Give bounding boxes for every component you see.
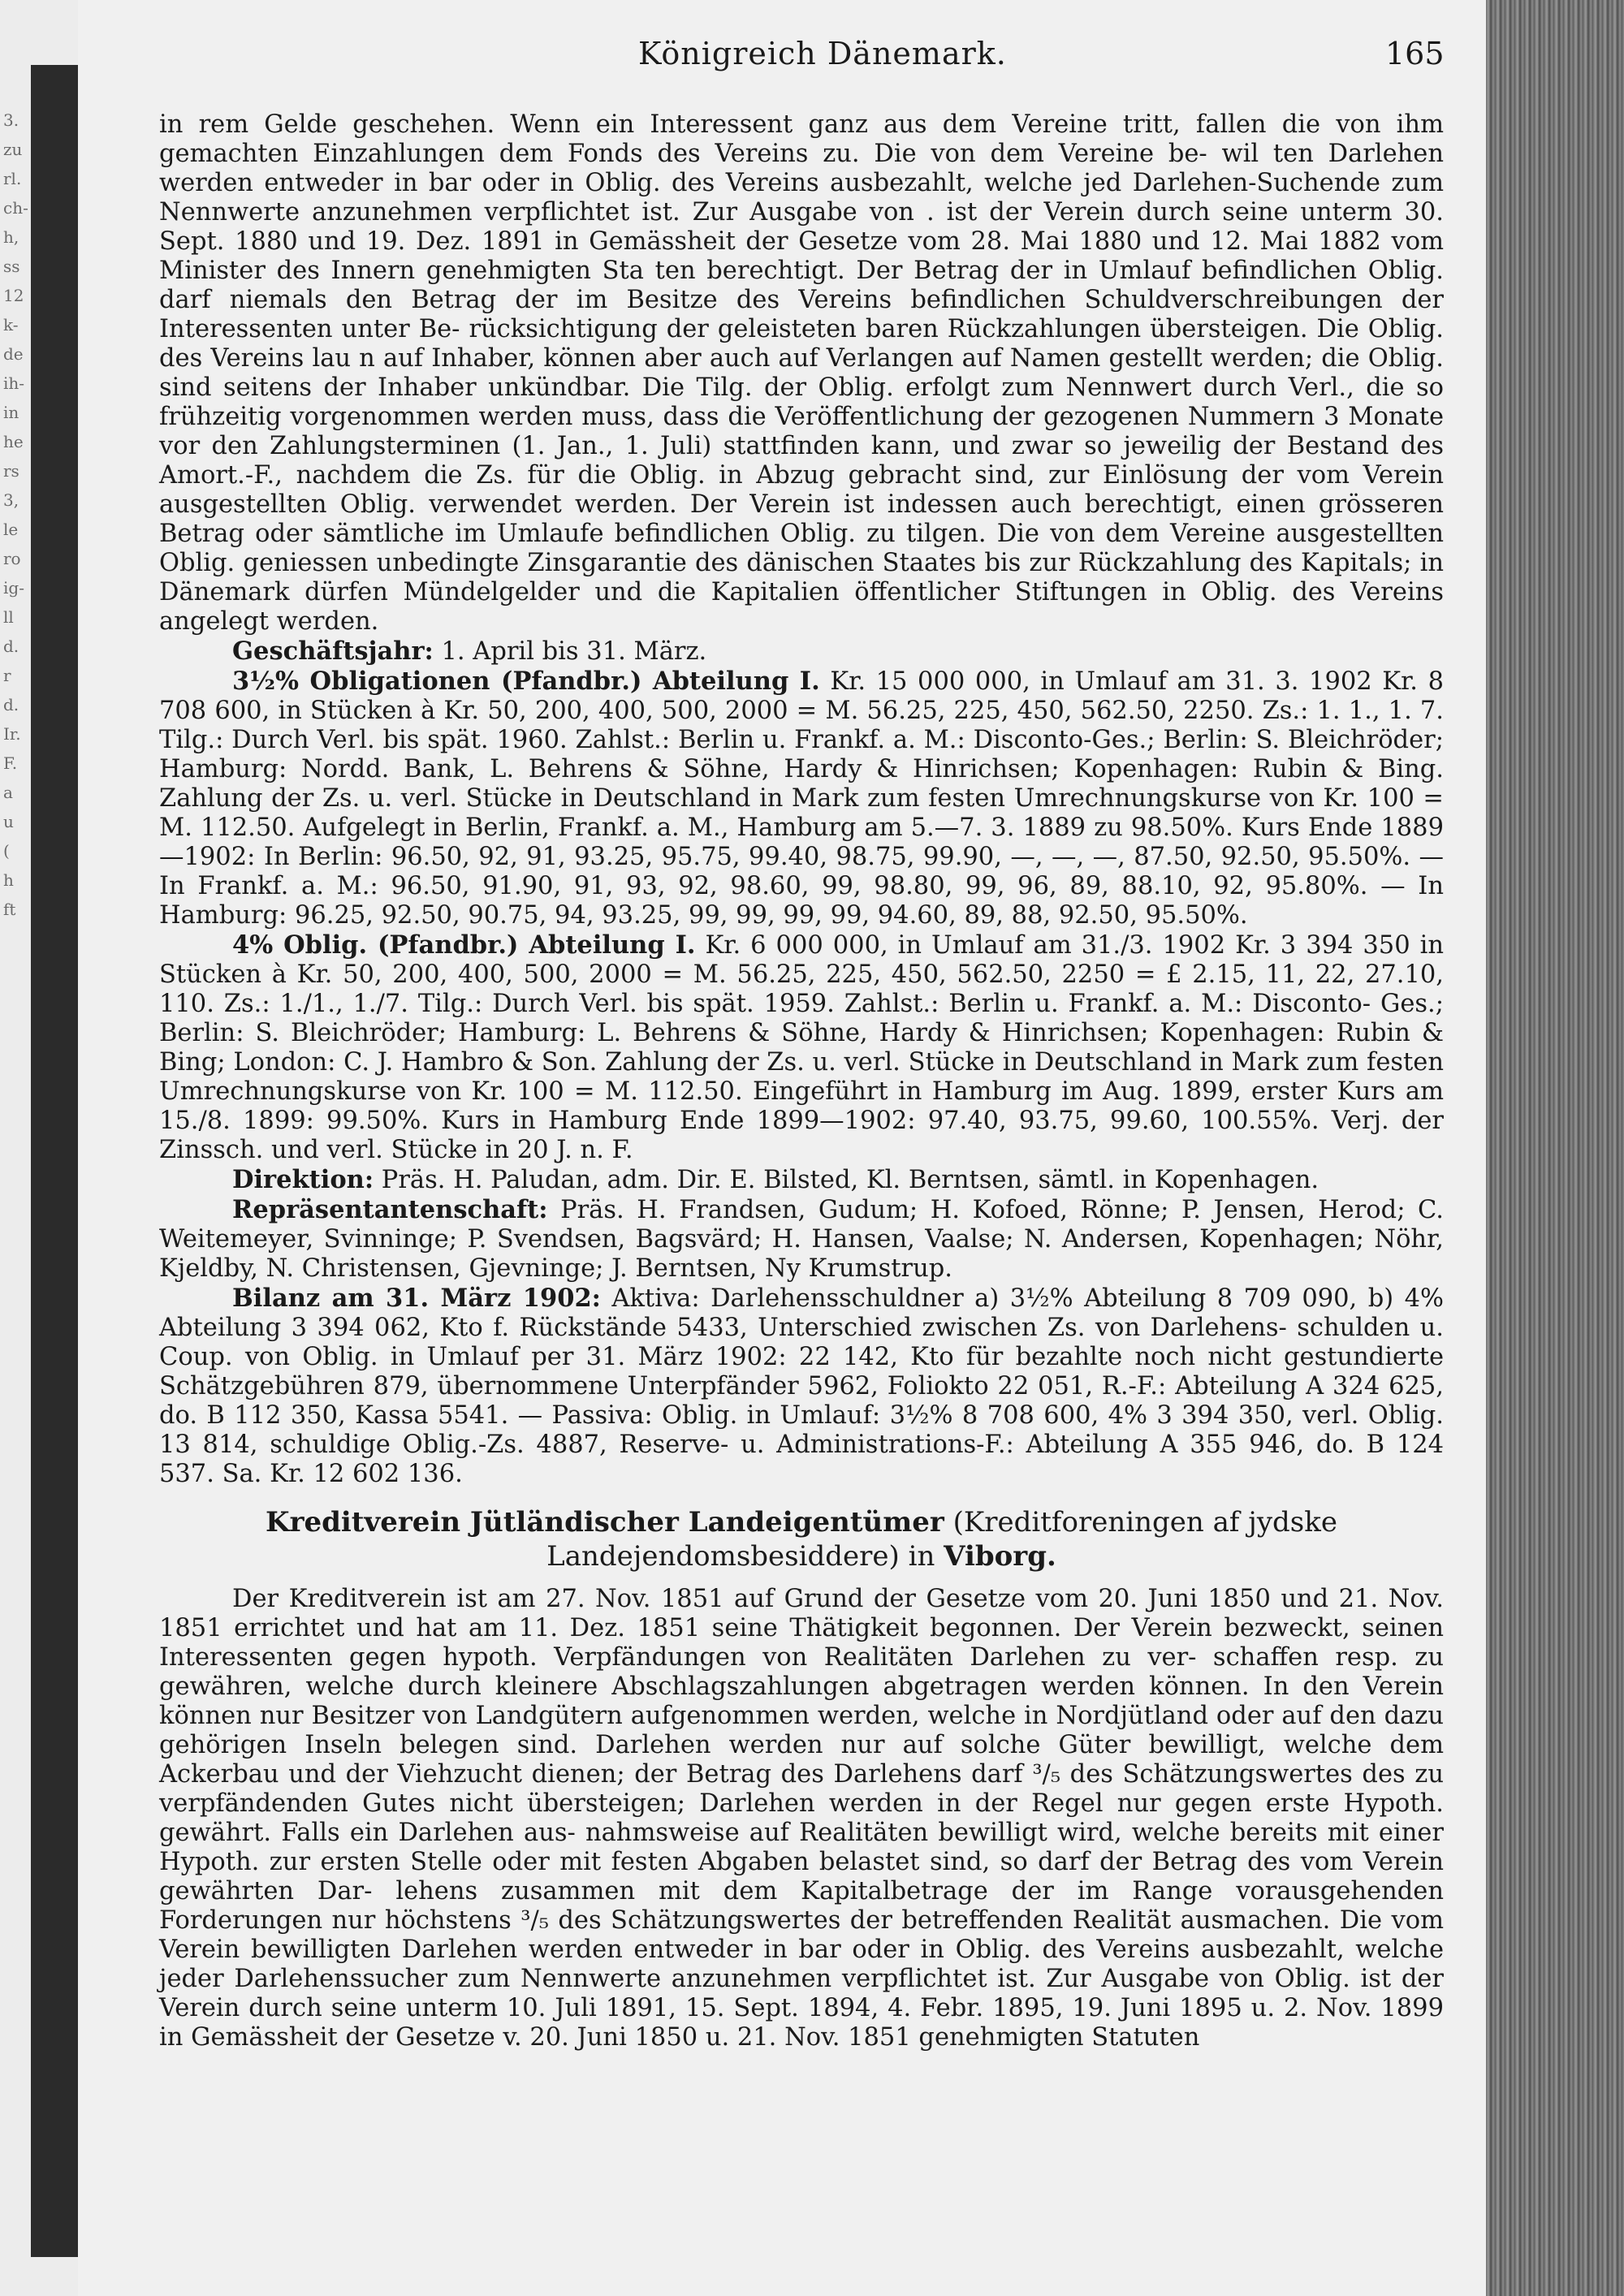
repraesentantenschaft-label: Repräsentantenschaft: — [232, 1195, 548, 1224]
obligation-1-label: 3½% Obligationen (Pfandbr.) Abteilung I. — [232, 667, 820, 696]
margin-fragment: ch- — [3, 198, 28, 218]
margin-fragment: d. — [3, 695, 19, 714]
margin-fragment: r — [3, 666, 11, 685]
margin-fragment: ft — [3, 900, 16, 919]
geschaeftsjahr-label: Geschäftsjahr: — [232, 637, 434, 666]
margin-fragment: rs — [3, 461, 19, 481]
margin-fragment: h — [3, 870, 14, 890]
margin-fragment: k- — [3, 315, 19, 334]
bilanz-label: Bilanz am 31. März 1902: — [232, 1284, 601, 1313]
margin-fragment: 3, — [3, 490, 19, 510]
page-number: 165 — [1385, 36, 1445, 71]
margin-fragment: h, — [3, 227, 19, 247]
margin-fragment: ih- — [3, 373, 25, 393]
bilanz-paragraph — [159, 1284, 1444, 1489]
margin-fragment: in — [3, 403, 19, 422]
margin-fragment: 3. — [3, 110, 19, 130]
margin-fragment: 12 — [3, 286, 24, 305]
margin-fragment: ll — [3, 607, 14, 627]
obligation-2-paragraph — [159, 930, 1444, 1165]
repraesentantenschaft-text: Präs. H. Frandsen, Gudum; H. Kofoed, Rönne; P. Jensen, Herod; C. Weitemeyer, Svinninge; P. Svendsen, Bagsvärd; H. Hansen, Vaalse; N. Andersen, Kopenhagen; Nöhr, Kjeldby, N. Christensen, Gjevninge; J. Berntsen, Ny Krumstrup. — [159, 1196, 1444, 1283]
margin-fragment: ss — [3, 257, 20, 276]
obligation-2-text: Kr. 6 000 000, in Umlauf am 31./3. 1902 Kr. 3 394 350 in Stücken à Kr. 50, 200, 400, 500, 2000 = M. 56.25, 225, 450, 562.50, 2250 = £ 2.15, 11, 22, 27.10, 110. Zs.: 1./1., 1./7. Tilg.: Durch Verl. bis spät. 1959. Zahlst.: Berlin u. Frankf. a. M.: Disconto- Ges.; Berlin: S. Bleichröder; Hamburg: L. Behrens & Söhne, Hardy & Hinrichsen; Kopenhagen: Rubin & Bing; London: C. J. Hambro & Son. Zahlung der Zs. u. verl. Stücke in Deutschland in Mark zum festen Umrechnungskurse von Kr. 100 = M. 112.50. Eingeführt in Hamburg im Aug. 1899, erster Kurs am 15./8. 1899: 99.50%. Kurs in Hamburg Ende 1899—1902: 97.40, 93.75, 99.60, 100.55%. Verj. der Zinssch. und verl. Stücke in 20 J. n. F. — [159, 931, 1444, 1164]
obligation-2-label: 4% Oblig. (Pfandbr.) Abteilung I. — [232, 930, 696, 960]
margin-fragment: d. — [3, 637, 19, 656]
book-binding-shadow — [31, 65, 83, 2257]
entry-section-2 — [159, 1585, 1444, 2052]
margin-fragment: a — [3, 783, 13, 802]
direktion-text: Präs. H. Paludan, adm. Dir. E. Bilsted, Kl. Berntsen, sämtl. in Kopenhagen. — [374, 1166, 1320, 1194]
margin-fragment: ro — [3, 549, 21, 568]
direktion-paragraph — [159, 1165, 1444, 1195]
intro-paragraph: in rem Gelde geschehen. Wenn ein Interessent ganz aus dem Vereine tritt, fallen die von ihm gemachten Einzahlungen dem Fonds des Vereins zu. Die von dem Vereine be- wil ten Darlehen werden entweder in bar oder in Oblig. des Vereins ausbezahlt, welche jed Darlehen-Suchende zum Nennwerte anzunehmen verpflichtet ist. Zur Ausgabe von . ist der Verein durch seine unterm 30. Sept. 1880 und 19. Dez. 1891 in Gemässheit der Gesetze vom 28. Mai 1880 und 12. Mai 1882 vom Minister des Innern genehmigten Sta ten berechtigt. Der Betrag der in Umlauf befindlichen Oblig. darf niemals den Betrag der im Besitze des Vereins befindlichen Schuldverschreibungen der Interessenten unter Be- rücksichtigung der geleisteten baren Rückzahlungen übersteigen. Die Oblig. des Vereins lau n auf Inhaber, können aber auch auf Verlangen auf Namen gestellt werden; die Oblig. sind seitens der Inhaber unkündbar. Die Tilg. der Oblig. erfolgt zum Nennwert durch Verl., die so frühzeitig vorgenommen werden muss, dass die Veröffentlichung der gezogenen Nummern 3 Monate vor den Zahlungsterminen (1. Jan., 1. Juli) stattfinden kann, und zwar so jeweilig der Bestand des Amort.-F., nachdem die Zs. für die Oblig. in Abzug gebracht sind, zur Einlösung der vom Verein ausgestellten Oblig. verwendet werden. Der Verein ist indessen auch berechtigt, einen grösseren Betrag oder sämtliche im Umlaufe befindlichen Oblig. zu tilgen. Die von dem Vereine ausgestellten Oblig. geniessen unbedingte Zinsgarantie des dänischen Staates bis zur Rückzahlung des Kapitals; in Dänemark dürfen Mündelgelder und die Kapitalien öffentlicher Stiftungen in Oblig. des Vereins angelegt werden. — [159, 110, 1444, 636]
running-head-title: Königreich Dänemark. — [638, 36, 1007, 71]
obligation-1-paragraph — [159, 667, 1444, 930]
margin-fragment: le — [3, 520, 19, 539]
margin-fragment: ( — [3, 841, 10, 861]
right-page-edges — [1486, 0, 1624, 2296]
entry-heading-place: Viborg. — [944, 1540, 1056, 1573]
margin-fragment: zu — [3, 140, 23, 159]
geschaeftsjahr-paragraph — [159, 637, 1444, 667]
margin-fragment: F. — [3, 753, 18, 773]
margin-fragment: u — [3, 812, 14, 831]
entry-2-paragraph: Der Kreditverein ist am 27. Nov. 1851 auf Grund der Gesetze vom 20. Juni 1850 und 21. Nov. 1851 errichtet und hat am 11. Dez. 1851 seine Thätigkeit begonnen. Der Verein bezweckt, seinen Interessenten gegen hypoth. Verpfändungen von Realitäten Darlehen zu ver- schaffen resp. zu gewähren, welche durch kleinere Abschlagszahlungen abgetragen werden können. In den Verein können nur Besitzer von Landgütern aufgenommen werden, welche in Nordjütland oder auf den dazu gehörigen Inseln belegen sind. Darlehen werden nur auf solche Güter bewilligt, welche dem Ackerbau und der Viehzucht dienen; der Betrag des Darlehens darf ³/₅ des Schätzungswertes des zu verpfändenden Gutes nicht übersteigen; Darlehen werden in der Regel nur gegen erste Hypoth. gewährt. Falls ein Darlehen aus- nahmsweise auf Realitäten bewilligt wird, welche bereits mit einer Hypoth. zur ersten Stelle oder mit festen Abgaben belastet sind, so darf der Betrag des vom Verein gewährten Dar- lehens zusammen mit dem Kapitalbetrage der im Range vorausgehenden Forderungen nur höchstens ³/₅ des Schätzungswertes der betreffenden Realität ausmachen. Die vom Verein bewilligten Darlehen werden entweder in bar oder in Oblig. des Vereins ausbezahlt, welche jeder Darlehenssucher zum Nennwerte anzunehmen verpflichtet ist. Zur Ausgabe von Oblig. ist der Verein durch seine unterm 10. Juli 1891, 15. Sept. 1894, 4. Febr. 1895, 19. Juni 1895 u. 2. Nov. 1899 in Gemässheit der Gesetze v. 20. Juni 1850 u. 21. Nov. 1851 genehmigten Statuten — [159, 1585, 1444, 2052]
margin-fragment: Ir. — [3, 724, 21, 744]
margin-fragment: he — [3, 432, 24, 451]
direktion-label: Direktion: — [232, 1165, 374, 1194]
entry-section-1 — [159, 110, 1444, 1489]
repraesentantenschaft-paragraph — [159, 1195, 1444, 1284]
margin-fragment: de — [3, 344, 24, 364]
margin-fragment: rl. — [3, 169, 22, 188]
entry-heading-2 — [159, 1505, 1444, 1573]
entry-heading-main: Kreditverein Jütländischer Landeigentümer — [266, 1506, 944, 1539]
geschaeftsjahr-text: 1. April bis 31. März. — [433, 637, 707, 666]
margin-fragment: ig- — [3, 578, 24, 598]
bilanz-text: Aktiva: Darlehensschuldner a) 3½% Abteilung 8 709 090, b) 4% Abteilung 3 394 062, Kto f. Rückstände 5433, Unterschied zwischen Zs. von Darlehens- schulden u. Coup. von Oblig. in Umlauf per 31. März 1902: 22 142, Kto für bezahlte noch nicht gestundierte Schätzgebühren 879, übernommene Unterpfänder 5962, Foliokto 22 051, R.-F.: Abteilung A 324 625, do. B 112 350, Kassa 5541. — Passiva: Oblig. in Umlauf: 3½% 8 708 600, 4% 3 394 350, verl. Oblig. 13 814, schuldige Oblig.-Zs. 4887, Reserve- u. Administrations-F.: Abteilung A 355 946, do. B 124 537. Sa. Kr. 12 602 136. — [159, 1284, 1444, 1488]
book-page — [78, 0, 1486, 2296]
obligation-1-text: Kr. 15 000 000, in Umlauf am 31. 3. 1902 Kr. 8 708 600, in Stücken à Kr. 50, 200, 400, 500, 2000 = M. 56.25, 225, 450, 562.50, 2250. Zs.: 1. 1., 1. 7. Tilg.: Durch Verl. bis spät. 1960. Zahlst.: Berlin u. Frankf. a. M.: Disconto-Ges.; Berlin: S. Bleichröder; Hamburg: Nordd. Bank, L. Behrens & Söhne, Hardy & Hinrichsen; Kopenhagen: Rubin & Bing. Zahlung der Zs. u. verl. Stücke in Deutschland in Mark zum festen Umrechnungskurse von Kr. 100 = M. 112.50. Aufgelegt in Berlin, Frankf. a. M., Hamburg am 5.—7. 3. 1889 zu 98.50%. Kurs Ende 1889—1902: In Berlin: 96.50, 92, 91, 93.25, 95.75, 99.40, 98.75, 99.90, —, —, —, 87.50, 92.50, 95.50%. — In Frankf. a. M.: 96.50, 91.90, 91, 93, 92, 98.60, 99, 98.80, 99, 96, 89, 88.10, 92, 95.80%. — In Hamburg: 96.25, 92.50, 90.75, 94, 93.25, 99, 99, 99, 99, 94.60, 89, 88, 92.50, 95.50%. — [159, 667, 1445, 930]
entry-heading-sub: (Kreditforeningen af jydske Landejendomsbesiddere) in — [546, 1506, 1337, 1573]
